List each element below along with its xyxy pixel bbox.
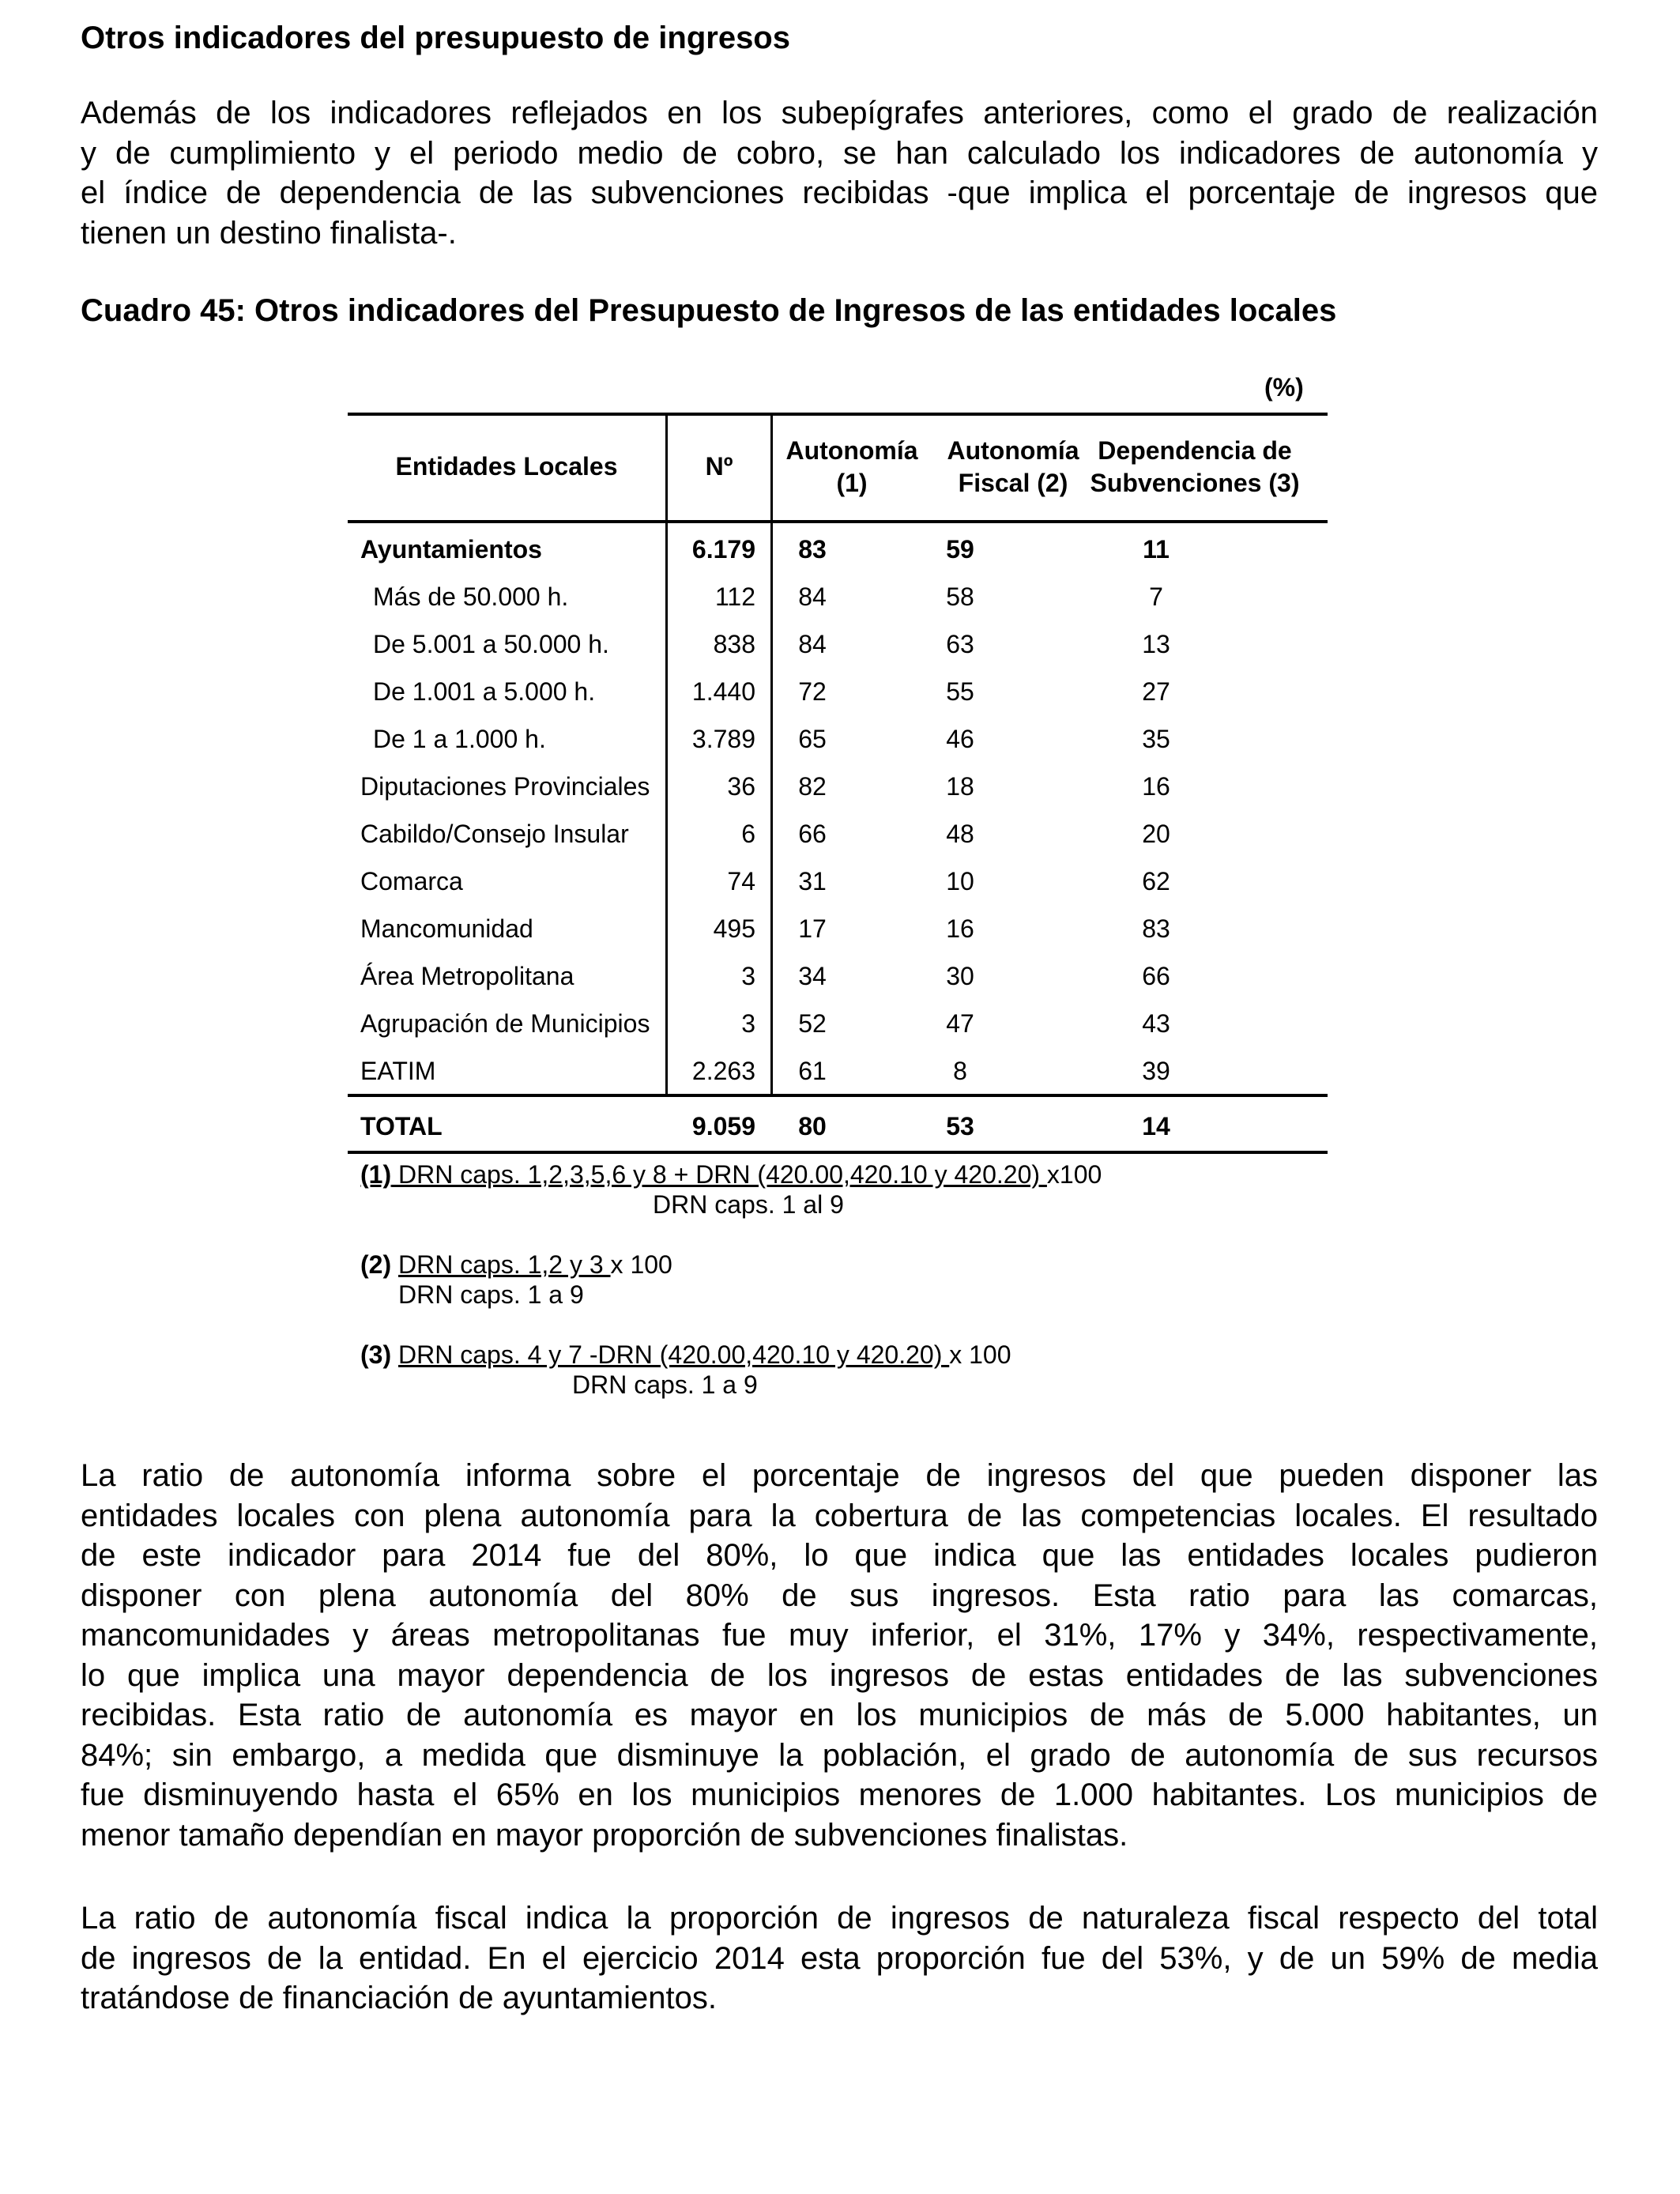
table-row <box>348 857 1328 904</box>
cell-autonomy: 82 <box>798 772 827 801</box>
cell-number: 495 <box>713 914 755 943</box>
note-1-multiplier: x100 <box>1046 1160 1102 1189</box>
cell-number: 838 <box>713 630 755 658</box>
body-line: de este indicador para 2014 fue del 80%, lo que indica que las entidades locales pudieron <box>81 1538 1598 1573</box>
cell-number: 112 <box>714 582 755 611</box>
cell-autonomy: 84 <box>798 582 827 611</box>
header-dependence <box>1076 435 1313 499</box>
cell-entity: EATIM <box>360 1057 436 1085</box>
body-line: fue disminuyendo hasta el 65% en los municipios menores de 1.000 habitantes. Los municipios de <box>81 1777 1598 1812</box>
table-row <box>348 999 1328 1046</box>
table-header-rule <box>348 520 1328 523</box>
cell-entity: Comarca <box>360 867 463 895</box>
body-line: La ratio de autonomía informa sobre el porcentaje de ingresos del que pueden disponer las <box>81 1458 1598 1493</box>
intro-line: Además de los indicadores reflejados en los subepígrafes anteriores, como el grado de realización <box>81 96 1598 130</box>
header-number: Nº <box>705 452 733 481</box>
note-2-denominator: DRN caps. 1 a 9 <box>398 1280 584 1309</box>
cell-dependence: 20 <box>1142 820 1170 848</box>
cell-dependence: 11 <box>1143 535 1170 564</box>
cell-fiscal: 55 <box>946 677 974 706</box>
intro-paragraph <box>81 93 1598 253</box>
cell-autonomy: 31 <box>798 867 827 895</box>
body-line: de ingresos de la entidad. En el ejercicio 2014 esta proporción fue del 53%, y de un 59% de media <box>81 1940 1598 1976</box>
cell-number: 6 <box>741 820 755 848</box>
cell-number: 3.789 <box>691 725 755 753</box>
header-dependence-line: Subvenciones (3) <box>1090 469 1300 497</box>
cell-dependence: 35 <box>1142 725 1170 753</box>
body-line: recibidas. Esta ratio de autonomía es mayor en los municipios de más de 5.000 habitantes, un <box>81 1698 1598 1732</box>
body-line: disponer con plena autonomía del 80% de sus ingresos. Esta ratio para las comarcas, <box>81 1578 1598 1613</box>
cell-autonomy: 72 <box>798 677 827 706</box>
cell-fiscal: 8 <box>953 1057 967 1085</box>
cell-autonomy: 34 <box>798 962 827 990</box>
cell-number: 36 <box>727 772 755 801</box>
body-line: 84%; sin embargo, a medida que disminuye la población, el grado de autonomía de sus recursos <box>81 1737 1598 1773</box>
cell-entity: De 1.001 a 5.000 h. <box>373 677 596 706</box>
note-1-formula: DRN caps. 1,2,3,5,6 y 8 + DRN (420.00,420.10 y 420.20) <box>391 1160 1047 1189</box>
cell-entity: Ayuntamientos <box>360 535 542 564</box>
cell-autonomy: 66 <box>798 820 827 848</box>
header-fiscal-line: Fiscal (2) <box>958 469 1068 497</box>
cell-autonomy: 84 <box>798 630 827 658</box>
cell-dependence: 62 <box>1142 867 1170 895</box>
intro-line: y de cumplimiento y el periodo medio de cobro, se han calculado los indicadores de autonomía y <box>81 135 1598 171</box>
table-bottom-rule <box>348 1151 1328 1154</box>
header-autonomy <box>773 435 931 499</box>
table-row <box>348 762 1328 809</box>
note-2-label: (2) <box>360 1250 392 1279</box>
table-row <box>348 572 1328 620</box>
cell-entity: TOTAL <box>360 1112 443 1140</box>
cell-dependence: 16 <box>1142 772 1170 801</box>
cell-autonomy: 52 <box>798 1009 827 1038</box>
cell-fiscal: 30 <box>946 962 974 990</box>
cell-autonomy: 65 <box>798 725 827 753</box>
note-2-multiplier: x 100 <box>610 1250 672 1279</box>
cell-entity: Más de 50.000 h. <box>373 582 569 611</box>
note-3-label: (3) <box>360 1340 392 1369</box>
body-line: mancomunidades y áreas metropolitanas fue muy inferior, el 31%, 17% y 34%, respectivamente, <box>81 1618 1598 1653</box>
cell-entity: Diputaciones Provinciales <box>360 772 650 801</box>
body-line: lo que implica una mayor dependencia de los ingresos de estas entidades de las subvenciones <box>81 1657 1598 1693</box>
table-top-rule <box>348 413 1328 416</box>
note-2-formula: DRN caps. 1,2 y 3 <box>398 1250 611 1279</box>
cell-fiscal: 53 <box>946 1112 974 1140</box>
cell-entity: Mancomunidad <box>360 914 533 943</box>
table-row <box>348 667 1328 714</box>
note-2-numerator <box>360 1249 672 1280</box>
cell-autonomy: 17 <box>798 914 827 943</box>
table-row <box>348 904 1328 952</box>
table-row <box>348 525 1328 572</box>
cell-dependence: 14 <box>1142 1112 1170 1140</box>
cell-entity: Agrupación de Municipios <box>360 1009 650 1038</box>
cell-entity: De 5.001 a 50.000 h. <box>373 630 609 658</box>
cell-fiscal: 10 <box>946 867 974 895</box>
table-row <box>348 714 1328 762</box>
table-row <box>348 809 1328 857</box>
body-line: menor tamaño dependían en mayor proporción de subvenciones finalistas. <box>81 1817 1128 1853</box>
note-1-denominator: DRN caps. 1 al 9 <box>653 1190 844 1219</box>
intro-line: el índice de dependencia de las subvenciones recibidas -que implica el porcentaje de ingresos que <box>81 175 1598 210</box>
header-fiscal-line: Autonomía <box>947 436 1079 465</box>
note-3-numerator <box>360 1339 1011 1370</box>
table-total-row <box>348 1102 1328 1149</box>
cell-autonomy: 61 <box>798 1057 827 1085</box>
body-paragraph-fiscal-autonomy <box>81 1898 1598 2019</box>
body-paragraph-autonomy <box>81 1456 1598 1855</box>
cell-number: 2.263 <box>691 1057 755 1085</box>
cell-number: 1.440 <box>691 677 755 706</box>
intro-line: tienen un destino finalista-. <box>81 215 457 251</box>
body-line: La ratio de autonomía fiscal indica la proporción de ingresos de naturaleza fiscal respecto del total <box>81 1901 1598 1936</box>
cell-fiscal: 48 <box>946 820 974 848</box>
table-caption: Cuadro 45: Otros indicadores del Presupuesto de Ingresos de las entidades locales <box>81 293 1337 328</box>
cell-fiscal: 59 <box>946 535 974 564</box>
body-line: entidades locales con plena autonomía para la cobertura de las competencias locales. El resultado <box>81 1498 1598 1533</box>
header-dependence-line: Dependencia de <box>1098 436 1292 465</box>
cell-dependence: 66 <box>1142 962 1170 990</box>
cell-number: 74 <box>727 867 755 895</box>
cell-entity: Área Metropolitana <box>360 962 574 990</box>
header-autonomy-line: Autonomía <box>785 436 918 465</box>
cell-dependence: 13 <box>1142 630 1170 658</box>
cell-fiscal: 16 <box>946 914 974 943</box>
table-row <box>348 1046 1328 1094</box>
cell-number: 3 <box>741 1009 755 1038</box>
table-row <box>348 620 1328 667</box>
body-line: tratándose de financiación de ayuntamientos. <box>81 1981 717 2015</box>
cell-fiscal: 58 <box>946 582 974 611</box>
cell-entity: De 1 a 1.000 h. <box>373 725 546 753</box>
table-row <box>348 952 1328 999</box>
header-autonomy-line: (1) <box>836 469 868 497</box>
cell-entity: Cabildo/Consejo Insular <box>360 820 629 848</box>
cell-fiscal: 46 <box>946 725 974 753</box>
cell-number: 3 <box>741 962 755 990</box>
header-fiscal <box>926 435 1100 499</box>
note-3-formula: DRN caps. 4 y 7 -DRN (420.00,420.10 y 420.20) <box>398 1340 950 1369</box>
cell-dependence: 39 <box>1142 1057 1170 1085</box>
header-entity: Entidades Locales <box>395 452 618 481</box>
unit-label: (%) <box>1264 373 1304 401</box>
cell-fiscal: 47 <box>946 1009 974 1038</box>
section-heading: Otros indicadores del presupuesto de ingresos <box>81 21 790 55</box>
cell-number: 9.059 <box>691 1112 755 1140</box>
note-3-multiplier: x 100 <box>949 1340 1011 1369</box>
cell-dependence: 27 <box>1142 677 1170 706</box>
note-1-numerator <box>360 1159 1102 1190</box>
cell-fiscal: 18 <box>946 772 974 801</box>
note-1-label: (1) <box>360 1160 392 1189</box>
table-total-rule <box>348 1094 1328 1097</box>
cell-autonomy: 83 <box>798 535 827 564</box>
cell-autonomy: 80 <box>798 1112 827 1140</box>
cell-dependence: 83 <box>1142 914 1170 943</box>
note-3-denominator: DRN caps. 1 a 9 <box>572 1370 758 1399</box>
cell-dependence: 43 <box>1142 1009 1170 1038</box>
cell-number: 6.179 <box>691 535 755 564</box>
cell-dependence: 7 <box>1149 582 1163 611</box>
cell-fiscal: 63 <box>946 630 974 658</box>
